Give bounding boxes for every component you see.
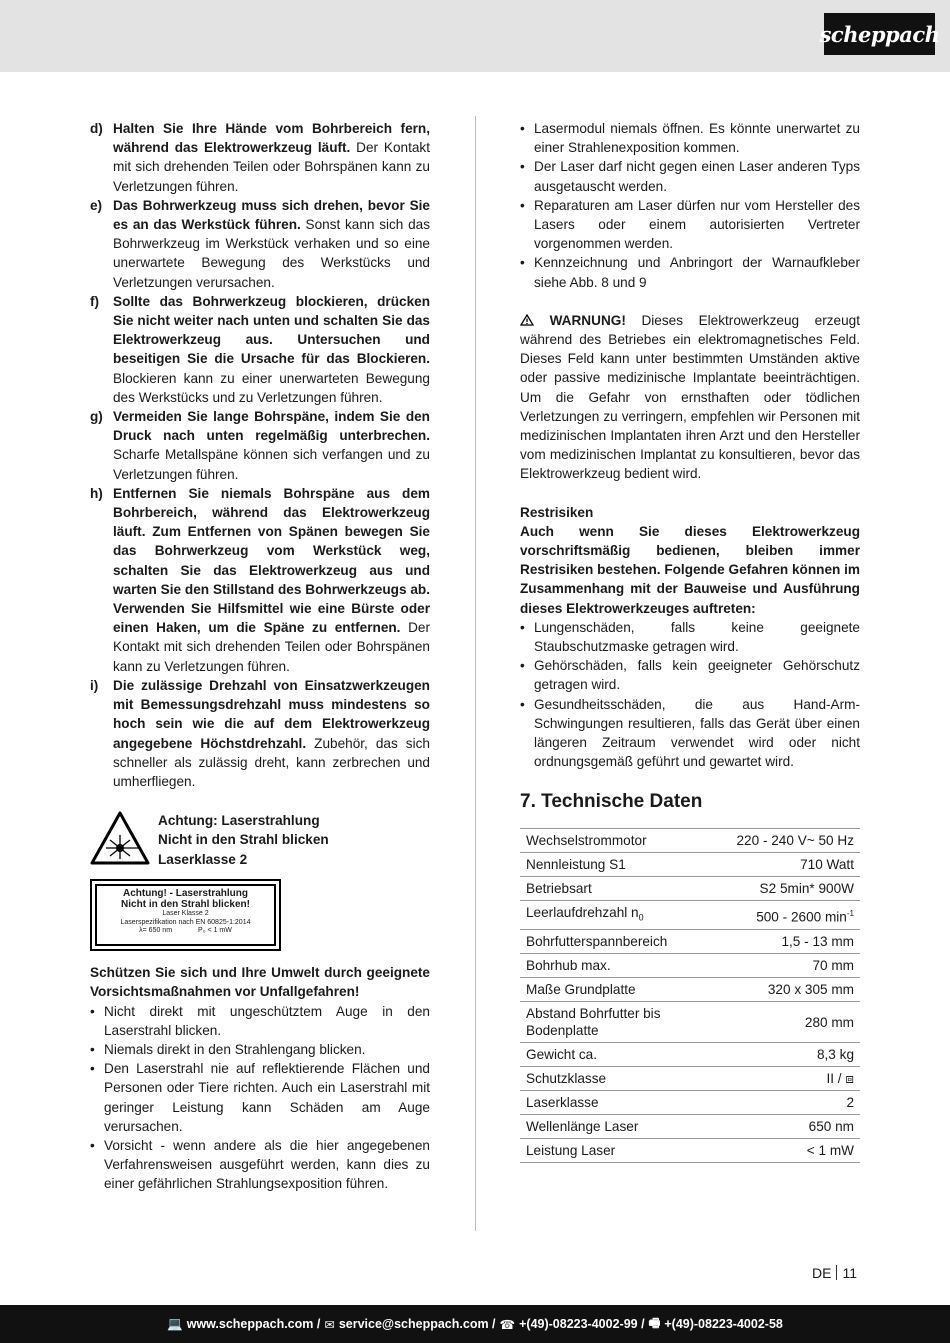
- table-row: [520, 1002, 860, 1043]
- spec-value: 280 mm: [730, 1002, 860, 1043]
- list-item: • Reparaturen am Laser dürfen nur vom Hersteller des Lasers oder einem autorisierten Vertreter vorgenommen werden.: [520, 196, 860, 254]
- bullet-text: Nicht direkt mit ungeschütztem Auge in den Laserstrahl blicken.: [104, 1003, 430, 1038]
- item-text: Zubehör, das sich schneller als zulässig dreht, kann zerbrechen und umherfliegen.: [113, 735, 430, 789]
- footer-phone: +(49)-08223-4002-99 /: [519, 1317, 645, 1331]
- laser-hazard-icon: [90, 811, 150, 865]
- bullet-text: Lasermodul niemals öffnen. Es könnte unerwartet zu einer Strahlenexposition kommen.: [534, 121, 860, 156]
- sign-title: Achtung! - Laserstrahlung: [122, 888, 248, 900]
- sign-power: P₀ < 1 mW: [198, 927, 232, 935]
- page-number-value: 11: [842, 1265, 857, 1281]
- laser-warning-line: Nicht in den Strahl blicken: [158, 832, 329, 848]
- table-row: [520, 1139, 860, 1163]
- laser-label-sign: [90, 879, 281, 951]
- safety-item-e: [90, 196, 430, 292]
- spec-label: Maße Grundplatte: [520, 978, 730, 1002]
- table-row: [520, 828, 860, 852]
- spec-label: Leistung Laser: [520, 1139, 730, 1163]
- safety-item-d: [90, 119, 430, 196]
- spec-value: II / ⧈: [730, 1067, 860, 1091]
- safety-item-f: [90, 292, 430, 407]
- section-title: 7. Technische Daten: [520, 790, 703, 812]
- page-lang: DE: [812, 1265, 832, 1281]
- item-text: Sonst kann sich das Bohrwerkzeug im Werkstück verhaken und so eine unerwartete Bewegung des Werkstücks und Verletzungen verursachen.: [113, 217, 430, 290]
- sign-spec: Laserspezifikation nach EN 60825-1:2014: [120, 918, 251, 926]
- tech-data-table: [520, 828, 860, 1164]
- bullet-text: Lungenschäden, falls keine geeignete Staubschutzmaske getragen wird.: [534, 619, 860, 655]
- sign-class: Laser Klasse 2: [162, 910, 209, 918]
- fax-icon: 🖷: [648, 1315, 661, 1330]
- spec-value: 500 - 2600 $\min^{-1}$: [730, 900, 860, 930]
- table-row: [520, 1115, 860, 1139]
- spec-label: Schutzklasse: [520, 1067, 730, 1091]
- bullet-text: Den Laserstrahl nie auf reflektierende Flächen und Personen oder Tiere richten. Auch ein Laserstrahl mit geringer Leistung kann Schäden am Auge verursachen.: [104, 1061, 430, 1134]
- laser-warning-line: Achtung: Laserstrahlung: [158, 813, 320, 829]
- phone-icon: ☎: [499, 1317, 516, 1332]
- spec-label: Nennleistung S1: [520, 852, 730, 876]
- list-item: • Vorsicht - wenn andere als die hier angegebenen Verfahrensweisen ausgeführt werden, kann dies zu einer gefährlichen Strahlungsexposition führen.: [90, 1136, 430, 1194]
- laser-warning-block: [90, 811, 430, 961]
- list-item: • Den Laserstrahl nie auf reflektierende Flächen und Personen oder Tiere richten. Auch ein Laserstrahl mit geringer Leistung kann Schäden am Auge verursachen.: [90, 1059, 430, 1136]
- bullet-text: Niemals direkt in den Strahlengang blicken.: [104, 1041, 366, 1057]
- item-text: Der Kontakt mit sich drehenden Teilen oder Bohrspänen kann zu Verletzungen führen.: [113, 140, 430, 194]
- column-divider: [475, 116, 476, 1231]
- sign-wavelength: λ= 650 nm: [139, 927, 173, 935]
- item-bold-text: Sollte das Bohrwerkzeug blockieren, drücken Sie nicht weiter nach unten und schalten Sie das Elektrowerkzeug aus. Untersuchen und beseitigen Sie die Ursache für das Blockieren.: [113, 293, 430, 367]
- list-item: • Gehörschäden, falls kein geeigneter Gehörschutz getragen wird.: [520, 656, 860, 694]
- bullet-text: Vorsicht - wenn andere als die hier angegebenen Verfahrensweisen ausgeführt werden, kann dies zu einer gefährlichen Strahlungsexposition führen.: [104, 1137, 430, 1192]
- spec-label: Wellenlänge Laser: [520, 1115, 730, 1139]
- table-row: [520, 978, 860, 1002]
- spec-label: Leerlaufdrehzahl $n_0$: [520, 900, 730, 930]
- spec-value: 2: [730, 1091, 860, 1115]
- item-label: h): [90, 485, 103, 501]
- item-label: f): [90, 293, 100, 309]
- bullet-text: Gehörschäden, falls kein geeigneter Gehörschutz getragen wird.: [534, 658, 860, 693]
- spec-label: Bohrfutterspannbereich: [520, 930, 730, 954]
- item-label: i): [90, 677, 99, 693]
- list-item: • Nicht direkt mit ungeschütztem Auge in den Laserstrahl blicken.: [90, 1002, 430, 1040]
- warning-paragraph: [520, 311, 860, 484]
- mail-icon: ✉: [324, 1317, 335, 1332]
- spec-value: < 1 mW: [730, 1139, 860, 1163]
- spec-value: 220 - 240 V~ 50 Hz: [730, 828, 860, 852]
- list-item: • Lungenschäden, falls keine geeignete Staubschutzmaske getragen wird.: [520, 618, 860, 656]
- table-row: [520, 852, 860, 876]
- brand-logo: scheppach: [824, 13, 935, 55]
- table-row: [520, 900, 860, 930]
- spec-value: S2 5min* 900W: [730, 876, 860, 900]
- bullet-text: Kennzeichnung und Anbringort der Warnaufkleber siehe Abb. 8 und 9: [534, 255, 860, 290]
- spec-label: Wechselstrommotor: [520, 828, 730, 852]
- item-label: e): [90, 197, 103, 213]
- safety-item-g: [90, 407, 430, 484]
- item-bold-text: Die zulässige Drehzahl von Einsatzwerkzeugen mit Bemessungsdrehzahl muss mindestens so hoch sein wie die auf dem Elektrowerkzeug angegebene Höchstdrehzahl.: [113, 677, 430, 751]
- footer-fax: +(49)-08223-4002-58: [664, 1317, 783, 1331]
- list-item: • Lasermodul niemals öffnen. Es könnte unerwartet zu einer Strahlenexposition kommen.: [520, 119, 860, 157]
- spec-value: 8,3 kg: [730, 1043, 860, 1067]
- list-item: • Gesundheitsschäden, die aus Hand-Arm-Schwingungen resultieren, falls das Gerät über einen längeren Zeitraum verwendet wird oder nicht ordnungsgemäß geführt und gewartet wird.: [520, 695, 860, 772]
- bullet-text: Gesundheitsschäden, die aus Hand-Arm-Schwingungen resultieren, falls das Gerät über einen längeren Zeitraum verwendet wird oder nicht ordnungsgemäß geführt und gewartet wird.: [534, 696, 860, 770]
- spec-label: Bohrhub max.: [520, 954, 730, 978]
- item-bold-text: Vermeiden Sie lange Bohrspäne, indem Sie den Druck nach unten regelmäßig unterbrechen.: [113, 409, 430, 444]
- item-bold-text: Halten Sie Ihre Hände vom Bohrbereich fern, während das Elektrowerkzeug läuft.: [113, 121, 430, 156]
- computer-icon: 💻: [167, 1316, 183, 1331]
- spec-value: 710 Watt: [730, 852, 860, 876]
- footer-bar: [0, 1305, 950, 1343]
- list-item: • Niemals direkt in den Strahlengang blicken.: [90, 1040, 430, 1059]
- item-text: Der Kontakt mit sich drehenden Teilen oder Bohrspänen kann zu Verletzungen führen.: [113, 620, 430, 674]
- table-row: [520, 1067, 860, 1091]
- right-column: [520, 119, 860, 1163]
- left-column: [90, 119, 430, 1194]
- laser-class-line: Laserklasse 2: [158, 851, 248, 867]
- safety-item-i: [90, 676, 430, 791]
- table-row: [520, 1091, 860, 1115]
- spec-label: Abstand Bohrfutter bis Bodenplatte: [520, 1002, 730, 1043]
- sign-title: Nicht in den Strahl blicken!: [121, 899, 250, 911]
- spec-value: 70 mm: [730, 954, 860, 978]
- list-item: • Kennzeichnung und Anbringort der Warnaufkleber siehe Abb. 8 und 9: [520, 253, 860, 291]
- spec-value: 650 nm: [730, 1115, 860, 1139]
- item-label: d): [90, 121, 103, 136]
- table-row: [520, 1043, 860, 1067]
- spec-label: Betriebsart: [520, 876, 730, 900]
- item-text: Blockieren kann zu einer unerwarteten Bewegung des Werkstücks und zu Verletzungen führen.: [113, 370, 430, 405]
- spec-label: Laserklasse: [520, 1091, 730, 1115]
- item-bold-text: Das Bohrwerkzeug muss sich drehen, bevor Sie es an das Werkstück führen.: [113, 197, 430, 233]
- residual-risks-intro: Auch wenn Sie dieses Elektrowerkzeug vorschriftsmäßig bedienen, bleiben immer Restrisiken bestehen. Folgende Gefahren können im Zusammenhang mit der Bauweise und Ausführung dieses Elektrowerkzeuges auftreten:: [520, 523, 860, 616]
- warning-triangle-icon: [520, 314, 534, 326]
- spec-value: 320 x 305 mm: [730, 978, 860, 1002]
- header-band: [0, 0, 950, 72]
- spec-value: 1,5 - 13 mm: [730, 930, 860, 954]
- spec-label: Gewicht ca.: [520, 1043, 730, 1067]
- warning-label: WARNUNG!: [549, 312, 626, 328]
- footer-web[interactable]: www.scheppach.com /: [186, 1317, 321, 1331]
- protect-heading: Schützen Sie sich und Ihre Umwelt durch geeignete Vorsichtsmaßnahmen vor Unfallgefahren!: [90, 965, 430, 1000]
- bullet-text: Reparaturen am Laser dürfen nur vom Hersteller des Lasers oder einem autorisierten Vertreter vorgenommen werden.: [534, 197, 860, 252]
- table-row: [520, 930, 860, 954]
- warning-text: Dieses Elektrowerkzeug erzeugt während des Betriebes ein elektromagnetisches Feld. Dieses Feld kann unter bestimmten Umständen aktive oder passive medizinische Implantate beeinträchtigen. Um die Gefahr von ernsthaften oder tödlichen Verletzungen zu verringern, empfehlen wir Personen mit medizinischen Implantaten ihren Arzt und den Hersteller vom medizinischen Implantat zu konsultieren, bevor das Elektrowerkzeug bedient wird.: [520, 312, 860, 482]
- footer-mail[interactable]: service@scheppach.com /: [338, 1317, 496, 1331]
- page-number: [812, 1265, 857, 1281]
- safety-item-h: [90, 484, 430, 676]
- item-text: Scharfe Metallspäne können sich verfangen und zu Verletzungen führen.: [113, 447, 430, 482]
- table-row: [520, 954, 860, 978]
- table-row: [520, 876, 860, 900]
- item-label: g): [90, 409, 103, 425]
- list-item: • Der Laser darf nicht gegen einen Laser anderen Typs ausgetauscht werden.: [520, 157, 860, 195]
- item-bold-text: Entfernen Sie niemals Bohrspäne aus dem Bohrbereich, während das Elektrowerkzeug läuft. Zum Entfernen von Spänen bewegen Sie das Bohrwerkzeug vom Werkstück weg, schalten Sie das Elektrowerkzeug aus und warten Sie den Stillstand des Bohrwerkzeugs ab. Verwenden Sie Hilfsmittel wie eine Bürste oder einen Haken, um die Späne zu entfernen.: [113, 485, 430, 636]
- residual-risks-title: Restrisiken: [520, 504, 594, 520]
- bullet-text: Der Laser darf nicht gegen einen Laser anderen Typs ausgetauscht werden.: [534, 159, 860, 194]
